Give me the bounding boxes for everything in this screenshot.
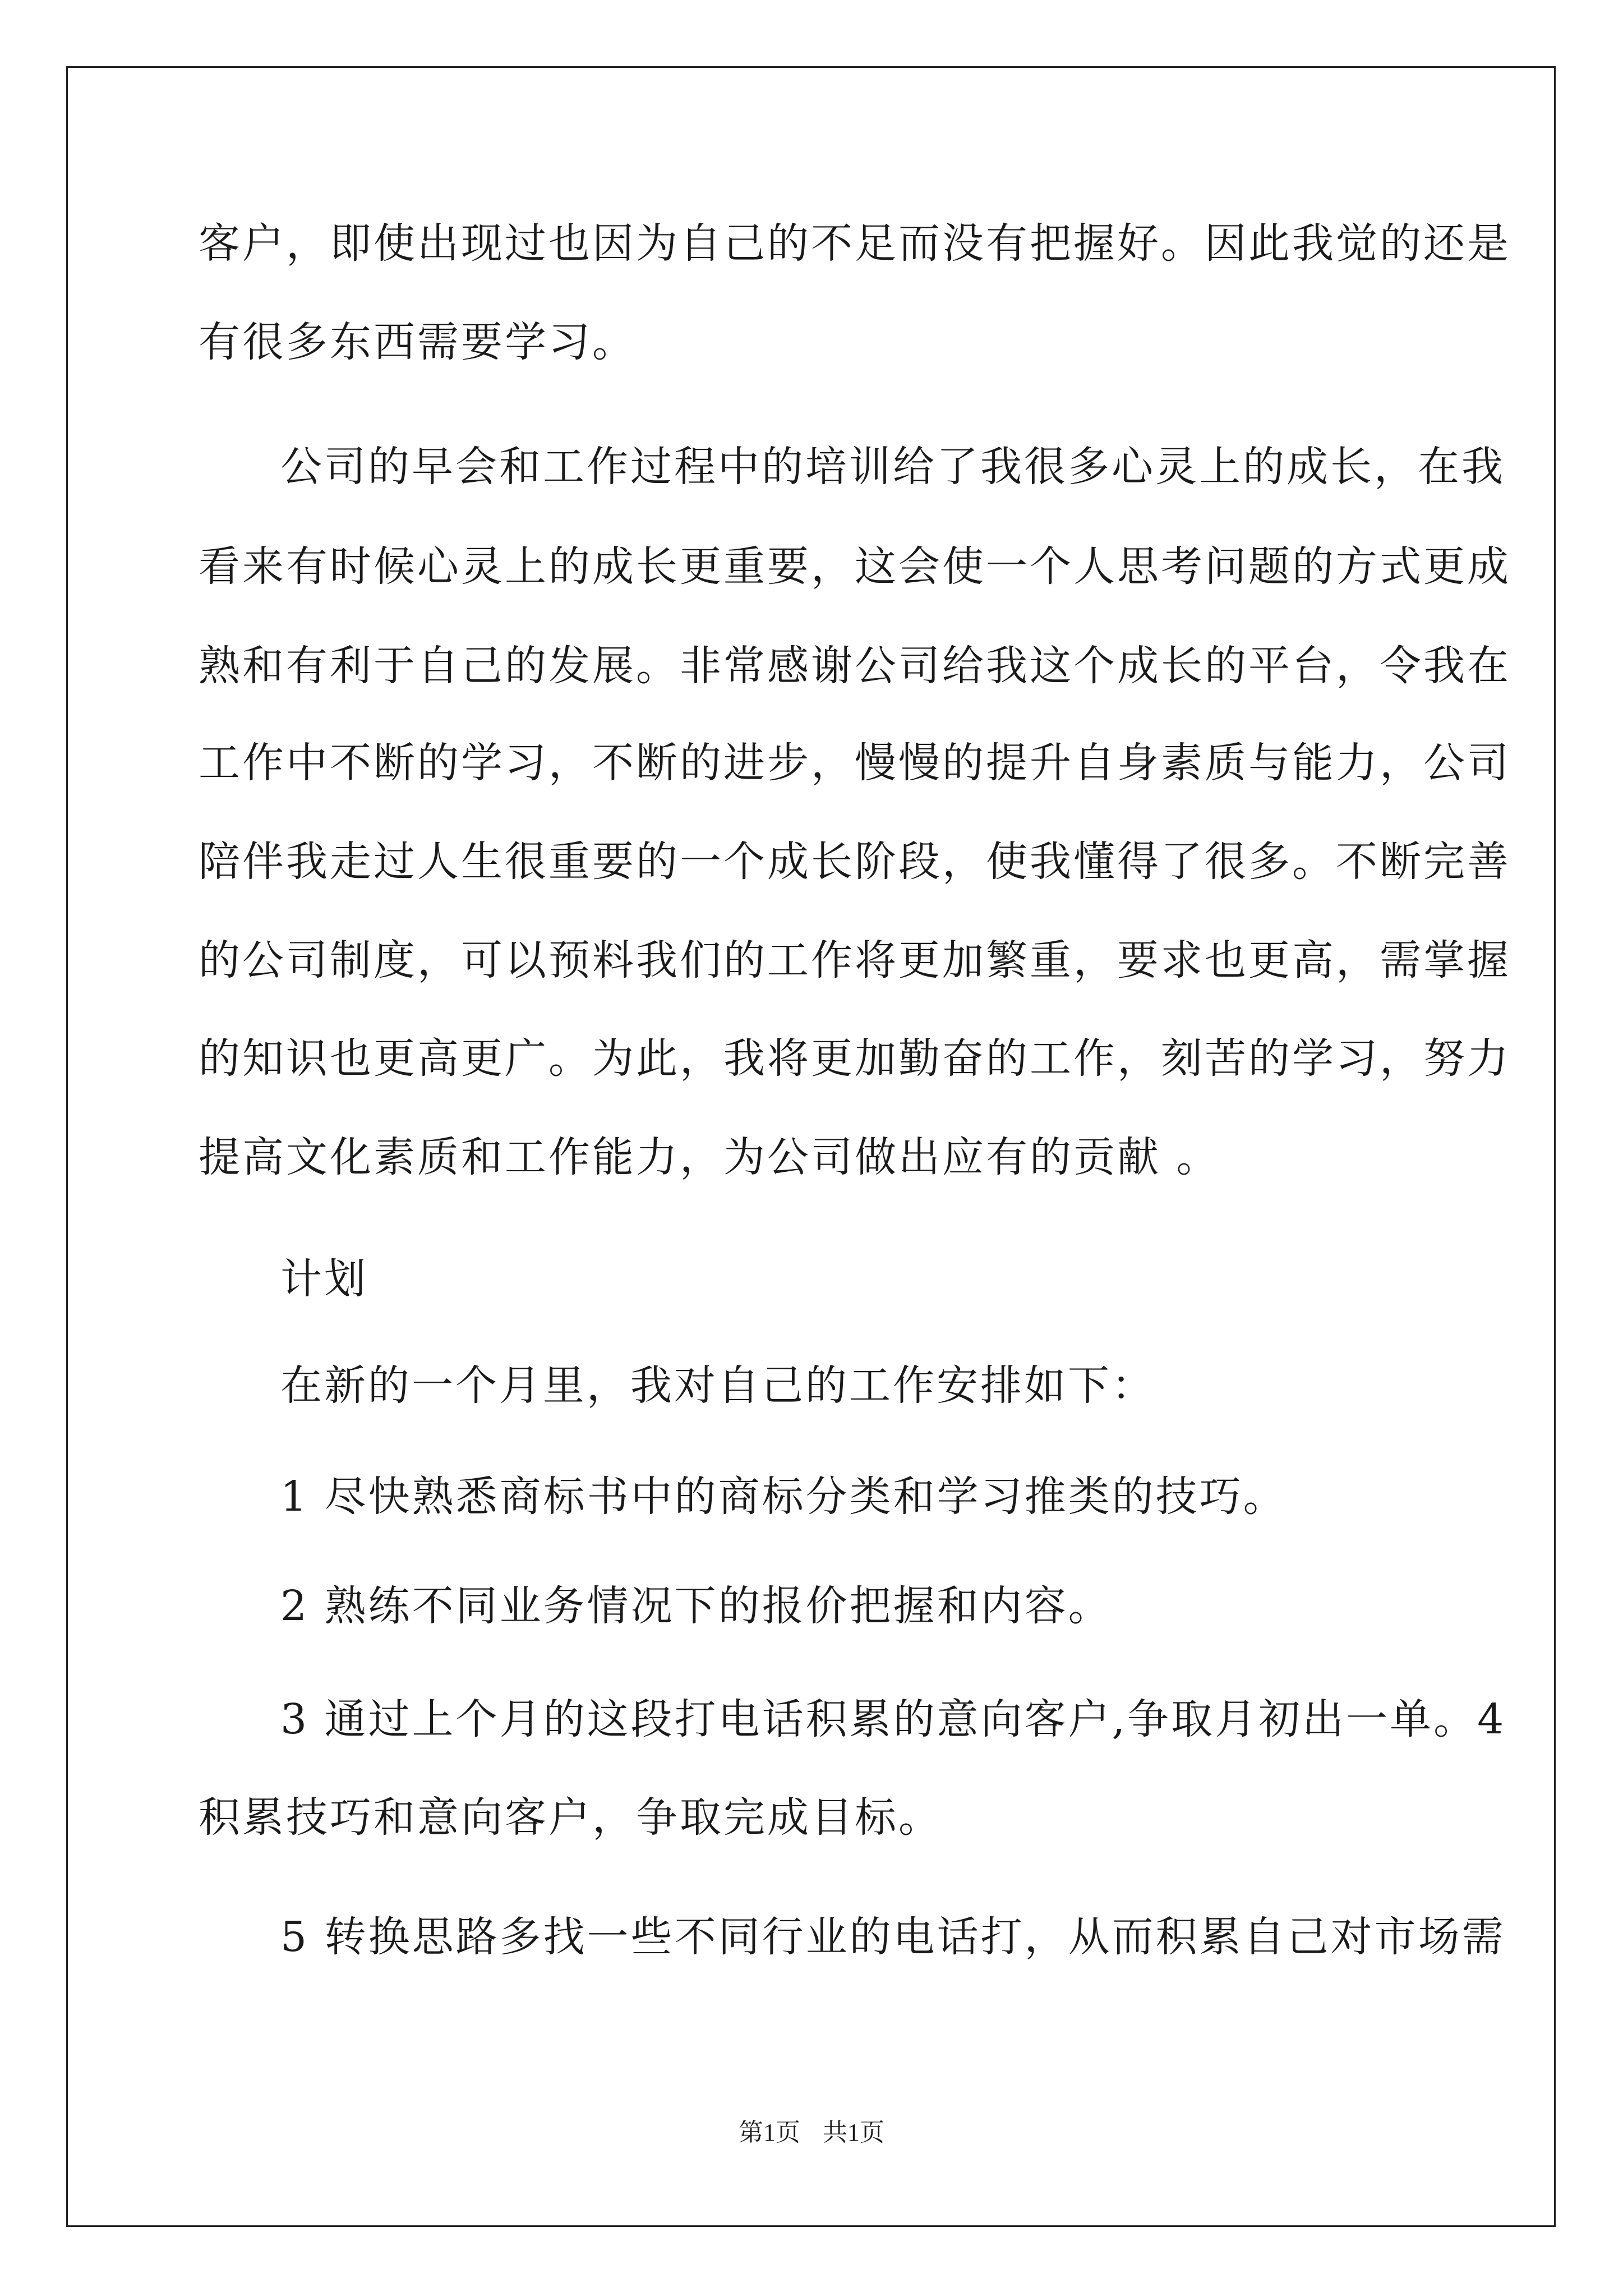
page-total: 共1页 [823, 2119, 884, 2146]
page-number: 第1页 [739, 2119, 800, 2146]
text-line: 陪伴我走过人生很重要的一个成长阶段，使我懂得了很多。不断完善 [199, 838, 1511, 886]
list-item: 3 通过上个月的这段打电话积累的意向客户,争取月初出一单。4 [280, 1695, 1506, 1743]
page-footer [0, 2116, 1623, 2150]
text-line: 有很多东西需要学习。 [199, 318, 636, 366]
text-line: 工作中不断的学习，不断的进步，慢慢的提升自身素质与能力，公司 [199, 739, 1511, 787]
text-line: 公司的早会和工作过程中的培训给了我很多心灵上的成长，在我 [280, 443, 1505, 491]
text-line: 积累技巧和意向客户，争取完成目标。 [199, 1793, 942, 1842]
text-line: 客户，即使出现过也因为自己的不足而没有把握好。因此我觉的还是 [199, 219, 1511, 268]
list-item: 1 尽快熟悉商标书中的商标分类和学习推类的技巧。 [280, 1473, 1287, 1521]
text-line: 提高文化素质和工作能力，为公司做出应有的贡献 。 [199, 1133, 1220, 1181]
text-line: 熟和有利于自己的发展。非常感谢公司给我这个成长的平台，令我在 [199, 642, 1511, 690]
text-line: 看来有时候心灵上的成长更重要，这会使一个人思考问题的方式更成 [199, 542, 1511, 591]
text-line: 在新的一个月里，我对自己的工作安排如下： [280, 1361, 1155, 1410]
list-item: 2 熟练不同业务情况下的报价把握和内容。 [280, 1582, 1112, 1630]
text-line: 的公司制度，可以预料我们的工作将更加繁重，要求也更高，需掌握 [199, 936, 1511, 984]
list-item: 5 转换思路多找一些不同行业的电话打，从而积累自己对市场需 [280, 1913, 1506, 1961]
section-heading: 计划 [280, 1255, 368, 1303]
text-line: 的知识也更高更广。为此，我将更加勤奋的工作，刻苦的学习，努力 [199, 1034, 1511, 1083]
